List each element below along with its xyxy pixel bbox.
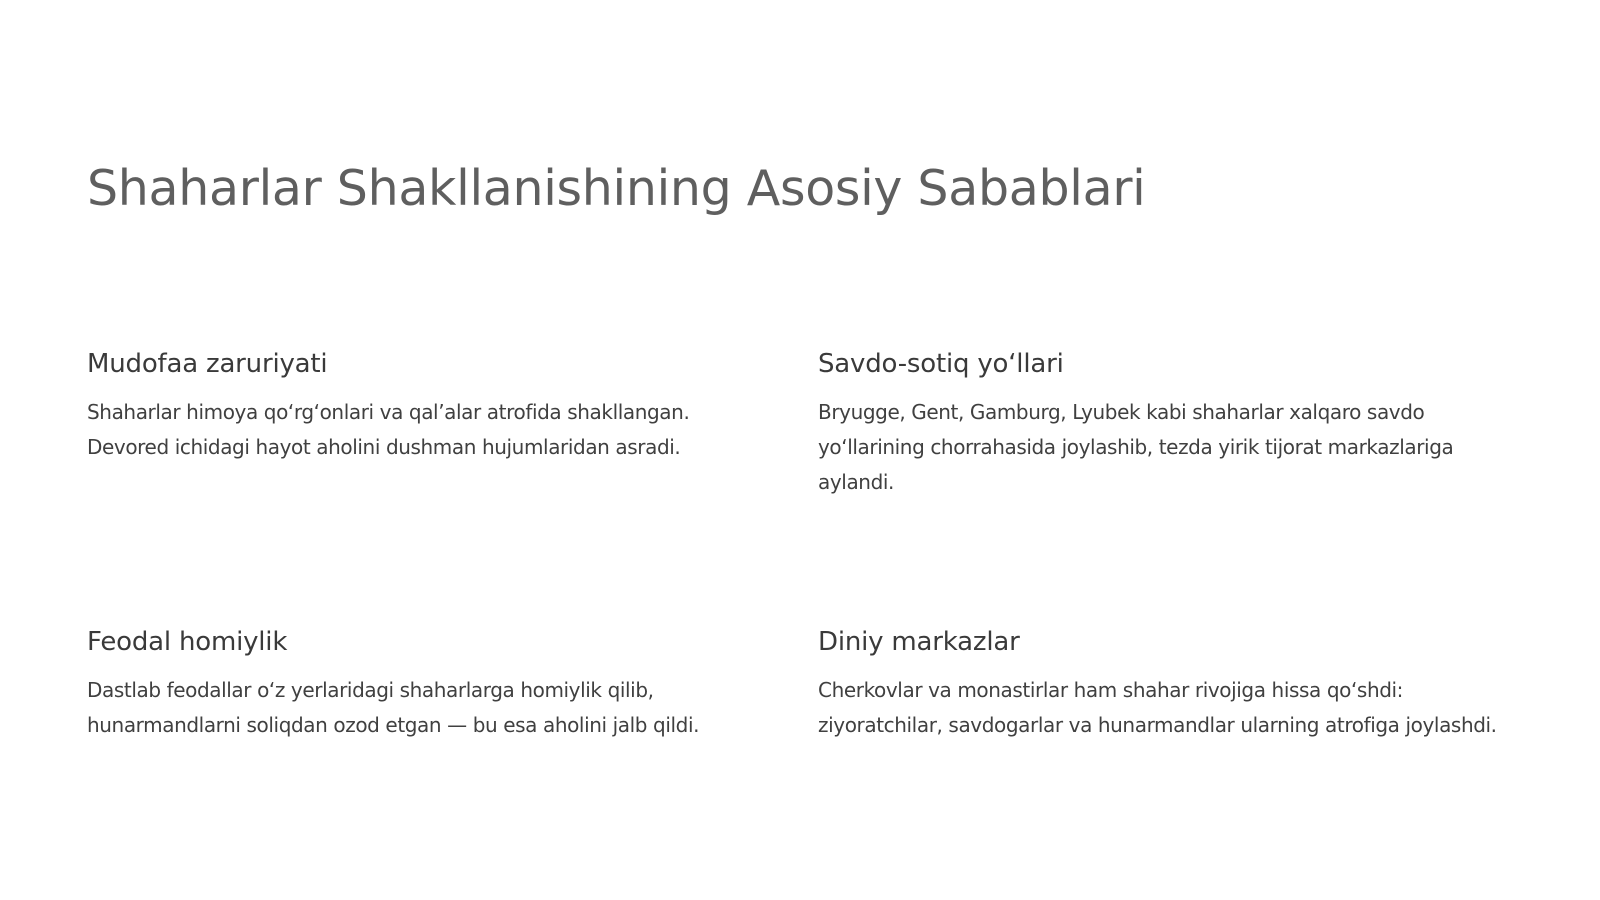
card-text: Cherkovlar va monastirlar ham shahar rivojiga hissa qo‘shdi: ziyoratchilar, savdogarlar va hunarmandlar ularning atrofiga joylashdi. — [818, 677, 1497, 737]
card-text: Dastlab feodallar o‘z yerlaridagi shaharlarga homiylik qilib, hunarmandlarni soliqdan ozod etgan — bu esa aholini jalb qildi. — [87, 677, 700, 737]
reason-card-feudal-patronage — [87, 626, 767, 743]
reason-card-religious-centers — [818, 626, 1498, 743]
card-heading: Savdo-sotiq yo‘llari — [818, 349, 1064, 379]
reason-card-defense — [87, 348, 767, 465]
card-heading: Diniy markazlar — [818, 627, 1020, 657]
card-text: Bryugge, Gent, Gamburg, Lyubek kabi shaharlar xalqaro savdo yo‘llarining chorrahasida joylashib, tezda yirik tijorat markazlariga aylandi. — [818, 399, 1454, 494]
slide-title: Shaharlar Shakllanishining Asosiy Sabablari — [87, 160, 1146, 217]
card-heading: Mudofaa zaruriyati — [87, 349, 328, 379]
reason-card-trade-routes — [818, 348, 1498, 500]
card-text: Shaharlar himoya qo‘rg‘onlari va qal’alar atrofida shakllangan. Devored ichidagi hayot aholini dushman hujumlaridan asradi. — [87, 399, 690, 459]
card-heading: Feodal homiylik — [87, 627, 288, 657]
